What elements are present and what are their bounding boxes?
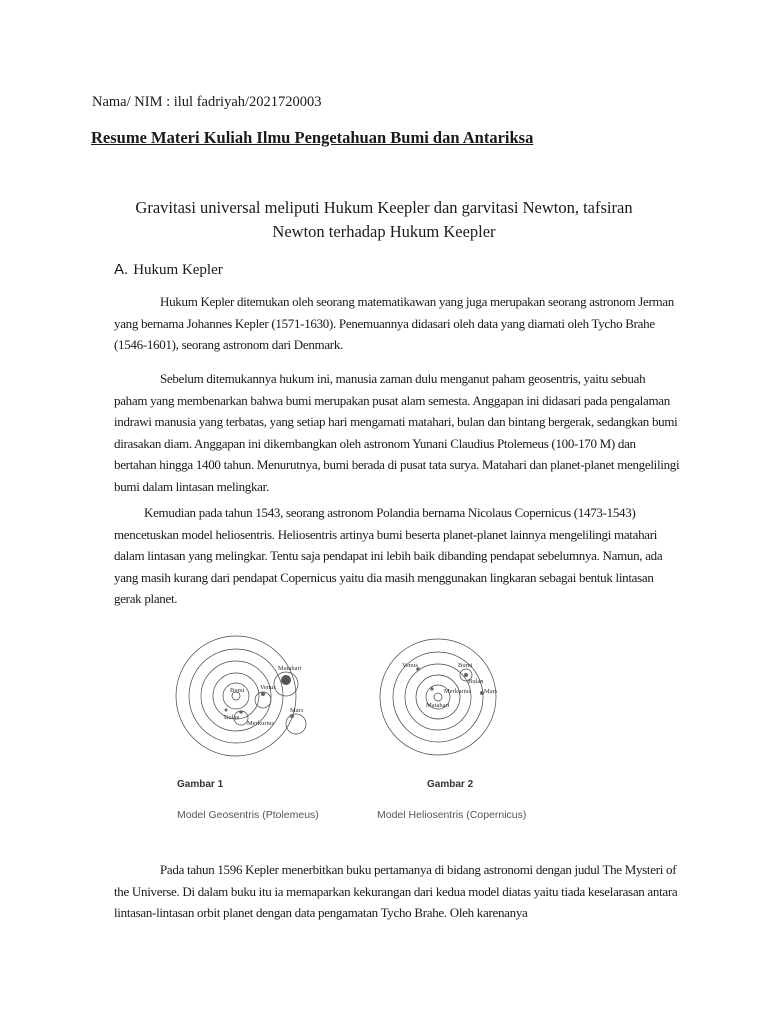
geo-label-mars: Mars <box>290 707 304 714</box>
topic-subtitle <box>100 196 668 244</box>
sun-icon <box>281 675 291 685</box>
section-a-heading <box>114 261 223 279</box>
figure-geosentris <box>170 632 330 762</box>
helio-label-bumi: Bumi <box>458 662 473 669</box>
geosentris-diagram <box>170 632 330 762</box>
paragraph-heliosentris: Kemudian pada tahun 1543, seorang astronom Polandia bernama Nicolaus Copernicus (1473-1543) mencetuskan model heliosentris. Heliosentris artinya bumi beserta planet-planet lainnya mengelilingi matahari dalam lintasan yang melingkar. Tentu saja pendapat ini lebih baik dibanding pendapat sebelumnya. Namun, ada yang masih kurang dari pendapat Copernicus yaitu dia masih menggunakan lingkaran sebagai bentuk lintasan gerak planet. <box>114 505 663 606</box>
helio-label-matahari: Matahari <box>426 702 450 709</box>
sun-icon <box>434 693 442 701</box>
geo-label-bulan: Bulan <box>224 714 240 721</box>
figure-2-caption: Gambar 2 <box>427 779 474 790</box>
geo-label-bumi: Bumi <box>230 687 245 694</box>
paragraph-kepler-intro: Hukum Kepler ditemukan oleh seorang matematikawan yang juga merupakan seorang astronom Jerman yang bernama Johannes Kepler (1571-1630). Penemuannya didasari oleh data yang diamati oleh Tycho Brahe (1546-1601), seorang astronom dari Denmark. <box>114 294 674 352</box>
subtitle-line-2: Newton terhadap Hukum Keepler <box>272 222 496 241</box>
geo-label-merkurius: Merkurius <box>247 720 275 727</box>
geo-label-venus: Venus <box>260 684 276 691</box>
section-letter: A. <box>114 261 129 278</box>
geo-label-matahari: Matahari <box>278 665 302 672</box>
document-title: Resume Materi Kuliah Ilmu Pengetahuan Bumi dan Antariksa <box>91 128 534 147</box>
name-nim-line: Nama/ NIM : ilul fadriyah/2021720003 <box>92 94 322 110</box>
section-heading-text: Hukum Kepler <box>133 262 223 278</box>
figure-1-caption: Gambar 1 <box>177 779 224 790</box>
helio-label-venus: Venus <box>402 662 418 669</box>
subtitle-line-1: Gravitasi universal meliputi Hukum Keepler dan garvitasi Newton, tafsiran <box>135 198 633 217</box>
paragraph-kepler-book: Pada tahun 1596 Kepler menerbitkan buku pertamanya di bidang astronomi dengan judul The Mysteri of the Universe. Di dalam buku itu ia memaparkan kekurangan dari kedua model diatas yaitu tiada keselarasan antara lintasan-lintasan orbit planet dengan data pengamatan Tycho Brahe. Oleh karenanya <box>114 862 678 920</box>
earth-icon <box>464 673 468 677</box>
figure-1-subcaption: Model Geosentris (Ptolemeus) <box>177 809 319 821</box>
paragraph-geosentris: Sebelum ditemukannya hukum ini, manusia zaman dulu menganut paham geosentris, yaitu sebuah paham yang membenarkan bahwa bumi merupakan pusat alam semesta. Anggapan ini didasari pada pengalaman indrawi manusia yang terbatas, yang setiap hari mengamati matahari, bulan dan bintang bergerak, sedangkan bumi dirasakan diam. Anggapan ini dikembangkan oleh astronom Yunani Claudius Ptolemeus (100-170 M) dan bertahan hingga 1400 tahun. Menurutnya, bumi berada di pusat tata surya. Matahari dan planet-planet mengelilingi bumi dalam lintasan melingkar. <box>114 371 680 494</box>
figure-heliosentris <box>372 635 532 765</box>
helio-label-bulan: Bulan <box>468 678 484 685</box>
heliosentris-diagram <box>372 635 532 765</box>
figure-2-subcaption: Model Heliosentris (Copernicus) <box>377 809 527 821</box>
helio-label-mars: Mars <box>484 688 498 695</box>
helio-label-merkurius: Merkurius <box>444 688 472 695</box>
